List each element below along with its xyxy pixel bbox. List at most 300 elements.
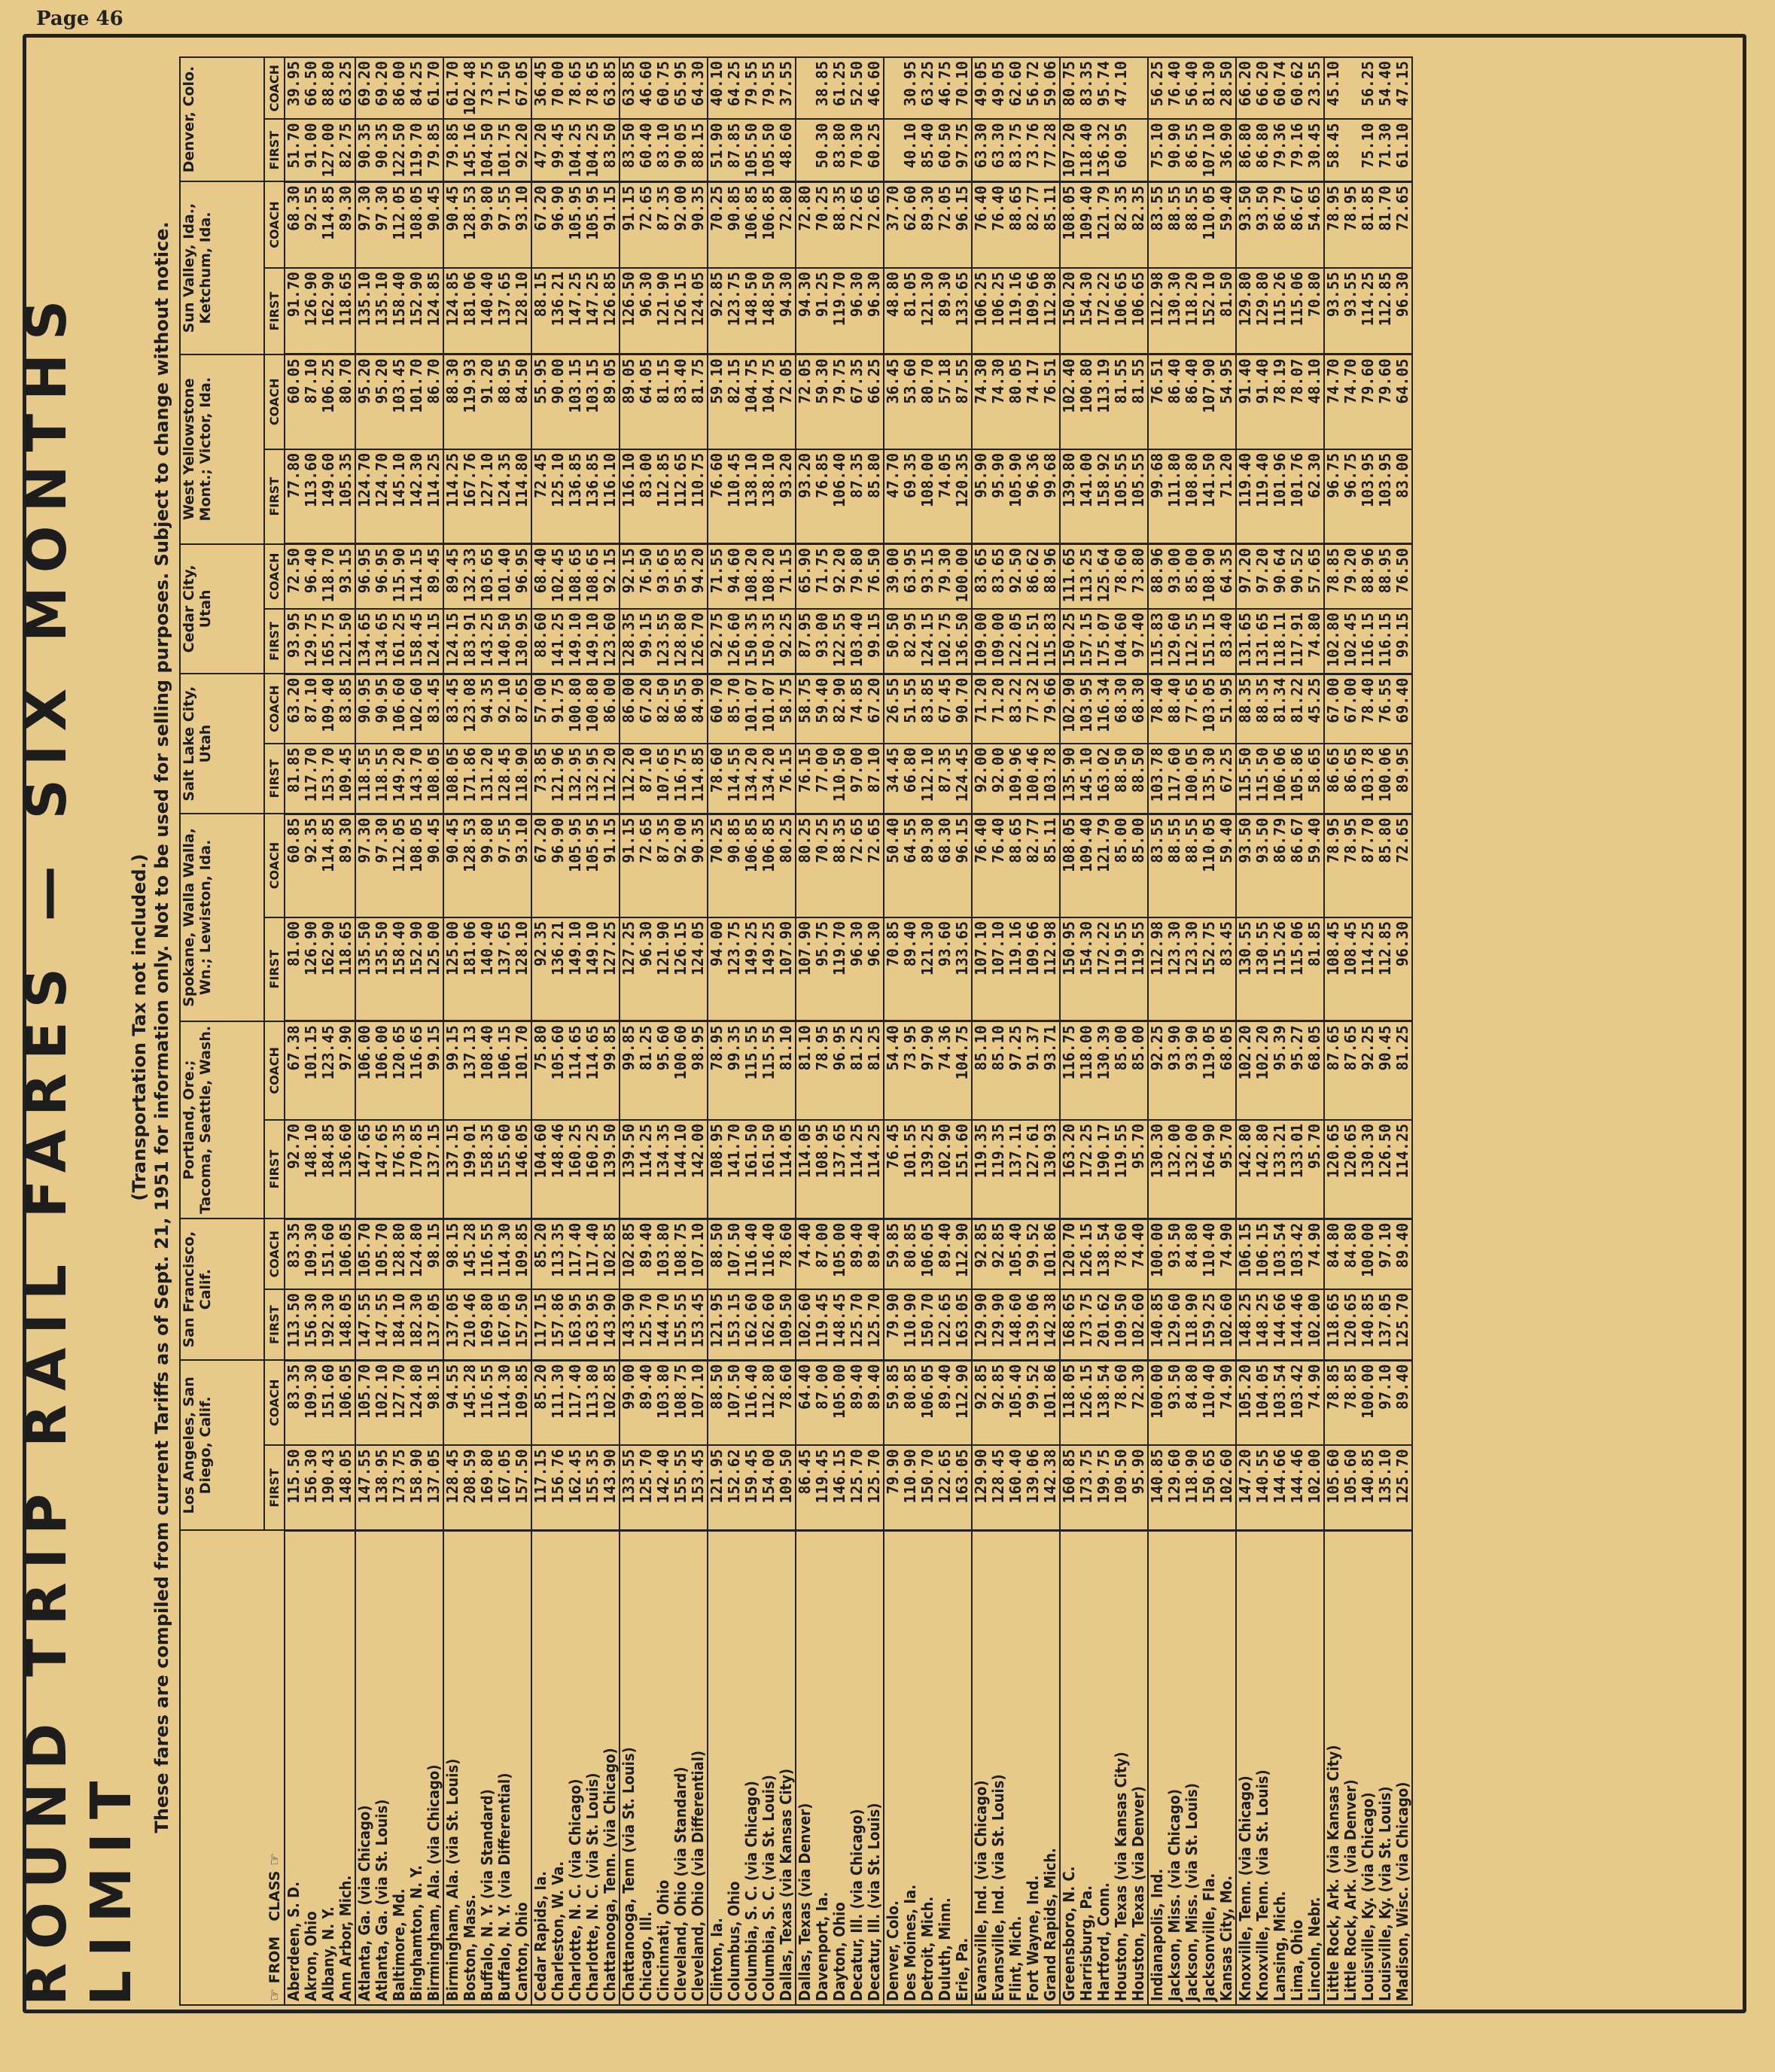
fare-value: 78.65 xyxy=(566,61,584,107)
coach-fare-cell xyxy=(1060,674,1148,744)
coach-fare-cell xyxy=(708,354,796,449)
coach-fare-cell xyxy=(443,181,531,268)
coach-fare-cell xyxy=(1236,1021,1324,1120)
fare-value: 94.60 xyxy=(725,548,743,594)
fare-value: 112.51 xyxy=(1024,612,1042,668)
fare-value: 136.21 xyxy=(549,272,567,327)
fare-value: 109.85 xyxy=(513,1222,531,1277)
fare-value: 102.45 xyxy=(549,548,567,603)
fare-value: 116.75 xyxy=(1060,1025,1078,1080)
coach-fare-cell xyxy=(620,1360,708,1445)
city-name: Fort Wayne, Ind. xyxy=(1024,1875,1042,2001)
coach-fare-cell xyxy=(972,674,1060,744)
fare-value: 92.00 xyxy=(671,817,690,863)
fare-value: 103.95 xyxy=(1376,452,1394,508)
fare-value: 107.10 xyxy=(689,1222,707,1277)
fare-value: 147.65 xyxy=(355,1123,373,1179)
fare-value: 60.05 xyxy=(285,358,303,404)
fare-value: 93.50 xyxy=(1236,185,1254,231)
fare-value: 146.15 xyxy=(830,1449,848,1504)
first-fare-cell xyxy=(972,268,1060,354)
fare-value: 142.38 xyxy=(1041,1449,1059,1504)
fare-value: 81.10 xyxy=(796,1025,814,1071)
fare-value: 85.00 xyxy=(1129,1025,1147,1071)
destination-header: Salt Lake City, Utah xyxy=(180,674,264,814)
fare-value: 112.98 xyxy=(1041,920,1059,976)
fare-value: 118.05 xyxy=(1060,1364,1078,1419)
fare-value: 138.95 xyxy=(373,1449,391,1504)
fare-value: 115.83 xyxy=(1148,612,1166,668)
fare-value: 126.85 xyxy=(601,272,619,327)
fare-value: 89.40 xyxy=(865,1222,883,1268)
fare-value: 119.70 xyxy=(407,123,425,178)
fare-value: 91.20 xyxy=(478,358,496,404)
fare-value: 80.70 xyxy=(918,358,936,404)
fare-value: 60.50 xyxy=(936,123,954,169)
first-fare-cell xyxy=(1148,1289,1236,1360)
fare-value: 87.65 xyxy=(1341,1025,1359,1071)
fare-value: 139.06 xyxy=(1024,1449,1042,1504)
fare-value: 83.40 xyxy=(671,358,690,404)
fare-value: 61.10 xyxy=(1393,123,1411,169)
city-name: Boston, Mass. xyxy=(461,1894,479,2001)
coach-fare-cell xyxy=(1236,814,1324,917)
city-list xyxy=(708,1531,796,2006)
fare-value: 114.30 xyxy=(495,1222,513,1277)
fare-value: 105.95 xyxy=(566,817,584,872)
fare-value: 97.00 xyxy=(848,747,866,793)
fare-value: 81.25 xyxy=(637,1025,655,1071)
fare-value: 89.40 xyxy=(936,1364,954,1410)
fare-value: 87.35 xyxy=(654,185,672,231)
first-fare-cell xyxy=(1236,119,1324,181)
fare-value: 67.00 xyxy=(1324,677,1342,723)
first-fare-cell xyxy=(1148,744,1236,814)
fare-value: 149.25 xyxy=(742,920,760,976)
fare-value: 148.50 xyxy=(760,272,778,327)
fare-value: 147.25 xyxy=(583,272,601,327)
fare-value: 102.40 xyxy=(1060,358,1078,413)
coach-fare-cell xyxy=(972,1021,1060,1120)
first-fare-cell xyxy=(355,1120,443,1219)
fare-group-row xyxy=(708,57,796,2005)
fare-value: 89.30 xyxy=(936,272,954,318)
fare-value: 78.60 xyxy=(1112,548,1130,594)
coach-class-header: COACH xyxy=(264,544,285,609)
fare-value: 105.40 xyxy=(1006,1222,1025,1277)
fare-value: 64.35 xyxy=(1217,548,1235,594)
fare-value: 105.20 xyxy=(1236,1364,1254,1419)
first-fare-cell xyxy=(1324,119,1412,181)
fare-value: 82.77 xyxy=(1024,185,1042,231)
fare-value xyxy=(796,123,814,177)
fare-value: 144.46 xyxy=(1288,1449,1306,1504)
coach-fare-cell xyxy=(531,1360,620,1445)
fare-group-row xyxy=(972,57,1060,2005)
fare-value: 75.80 xyxy=(531,1025,550,1071)
fare-value: 105.70 xyxy=(373,1222,391,1277)
fare-value: 145.28 xyxy=(461,1222,479,1277)
fare-value: 92.50 xyxy=(1006,548,1025,594)
coach-fare-cell xyxy=(531,1021,620,1120)
fare-value: 208.59 xyxy=(461,1449,479,1504)
fare-value: 79.90 xyxy=(884,1449,902,1495)
fare-value: 141.50 xyxy=(1200,452,1218,508)
fare-value: 120.65 xyxy=(1324,1123,1342,1179)
fare-value: 144.66 xyxy=(1271,1449,1289,1504)
coach-fare-cell xyxy=(1236,181,1324,268)
fare-value: 78.40 xyxy=(1359,677,1377,723)
destination-header: Denver, Colo. xyxy=(180,57,264,181)
fare-value: 163.02 xyxy=(1095,747,1113,802)
city-name: Jackson, Miss. (via St. Louis) xyxy=(1183,1783,1201,2001)
fare-value: 112.20 xyxy=(620,747,638,802)
fare-value: 163.05 xyxy=(953,1293,971,1348)
fare-value: 96.75 xyxy=(1324,452,1342,498)
coach-fare-cell xyxy=(972,544,1060,609)
fare-value: 36.90 xyxy=(1217,123,1235,169)
fare-value: 79.30 xyxy=(936,548,954,594)
fare-value: 82.35 xyxy=(1112,185,1130,231)
fare-value: 119.16 xyxy=(1006,920,1025,976)
city-list xyxy=(884,1531,972,2006)
first-class-header: FIRST xyxy=(264,744,285,814)
first-fare-cell xyxy=(1324,609,1412,674)
fare-value: 76.40 xyxy=(989,817,1007,863)
fare-value: 84.80 xyxy=(1183,1364,1201,1410)
fare-value: 119.55 xyxy=(1129,920,1147,976)
fare-value: 83.85 xyxy=(336,677,355,723)
first-fare-cell xyxy=(355,1289,443,1360)
city-name: Charlotte, N. C. (via Chicago) xyxy=(566,1778,584,2001)
fare-value: 125.64 xyxy=(1095,548,1113,603)
fare-value: 112.85 xyxy=(1376,920,1394,976)
fare-value: 90.70 xyxy=(953,677,971,723)
fare-value: 81.85 xyxy=(1305,920,1323,967)
fare-value: 80.75 xyxy=(1060,61,1078,107)
first-fare-cell xyxy=(796,119,884,181)
coach-fare-cell xyxy=(796,674,884,744)
fare-value: 51.90 xyxy=(708,123,726,169)
fare-value: 60.40 xyxy=(637,123,655,169)
fare-value: 109.96 xyxy=(1006,747,1025,802)
first-fare-cell xyxy=(796,609,884,674)
fare-value: 70.00 xyxy=(549,61,567,107)
fare-value: 149.10 xyxy=(566,612,584,668)
coach-fare-cell xyxy=(355,354,443,449)
fare-value: 127.00 xyxy=(319,123,337,178)
fare-value: 85.20 xyxy=(531,1364,550,1410)
fare-value: 156.76 xyxy=(549,1449,567,1504)
fare-value: 128.10 xyxy=(513,920,531,976)
fare-value: 78.95 xyxy=(1324,817,1342,863)
fare-value: 119.55 xyxy=(1112,920,1130,976)
fare-value: 144.70 xyxy=(654,1293,672,1348)
fare-value: 108.45 xyxy=(1341,920,1359,976)
fare-value: 95.39 xyxy=(1271,1025,1289,1071)
fare-value: 73.85 xyxy=(531,747,550,793)
fare-value: 89.40 xyxy=(865,1364,883,1410)
fare-value: 163.95 xyxy=(583,1293,601,1348)
fare-value: 96.40 xyxy=(302,548,320,594)
fare-value: 130.30 xyxy=(1165,272,1183,327)
fare-value: 93.00 xyxy=(1165,548,1183,594)
fare-value: 64.40 xyxy=(796,1364,814,1410)
fare-value: 128.80 xyxy=(671,612,690,668)
fare-value: 105.55 xyxy=(1112,452,1130,508)
fare-value: 124.05 xyxy=(689,272,707,327)
fare-value: 64.30 xyxy=(689,61,707,107)
fare-value: 109.50 xyxy=(1112,1449,1130,1504)
fare-value: 77.32 xyxy=(1024,677,1042,723)
fare-value: 110.90 xyxy=(901,1449,919,1504)
fare-value: 101.70 xyxy=(513,1025,531,1080)
fare-value: 113.19 xyxy=(1095,358,1113,413)
fare-value: 81.34 xyxy=(1271,677,1289,723)
fare-value: 113.35 xyxy=(549,1222,567,1277)
coach-fare-cell xyxy=(1236,1219,1324,1289)
fare-value: 120.65 xyxy=(1341,1123,1359,1179)
fare-value: 114.85 xyxy=(689,747,707,802)
fare-value: 123.08 xyxy=(461,677,479,732)
coach-class-header: COACH xyxy=(264,814,285,917)
first-fare-cell xyxy=(1236,1445,1324,1530)
fare-value: 81.50 xyxy=(1217,272,1235,318)
fare-value: 103.80 xyxy=(654,1222,672,1277)
fare-value: 108.45 xyxy=(1324,920,1342,976)
city-name: Kansas City, Mo. xyxy=(1217,1875,1235,2001)
first-fare-cell xyxy=(884,744,972,814)
fare-value: 114.25 xyxy=(1359,272,1377,327)
fare-value: 122.65 xyxy=(936,1293,954,1348)
fare-value: 128.10 xyxy=(513,272,531,327)
fare-value: 86.80 xyxy=(1253,123,1271,169)
coach-fare-cell xyxy=(796,57,884,119)
fare-value: 175.07 xyxy=(1095,612,1113,668)
fare-value: 92.85 xyxy=(972,1222,990,1268)
fare-value: 83.00 xyxy=(1393,452,1411,498)
fare-value: 116.40 xyxy=(742,1222,760,1277)
fare-value: 162.90 xyxy=(319,920,337,976)
fare-value: 83.35 xyxy=(285,1364,303,1410)
fare-value: 97.20 xyxy=(1236,548,1254,594)
fare-value: 182.30 xyxy=(407,1293,425,1348)
fare-value: 108.05 xyxy=(407,185,425,240)
fare-value: 126.90 xyxy=(302,920,320,976)
fare-value: 99.15 xyxy=(1393,612,1411,659)
fare-value: 70.30 xyxy=(848,123,866,169)
coach-fare-cell xyxy=(531,544,620,609)
fare-value: 91.15 xyxy=(601,185,619,231)
fare-value: 88.35 xyxy=(1253,677,1271,723)
destination-header: Spokane, Walla Walla, Wn.; Lewiston, Ida. xyxy=(180,814,264,1021)
fare-value: 145.28 xyxy=(461,1364,479,1419)
fare-value: 78.60 xyxy=(1112,1364,1130,1410)
fare-value: 74.90 xyxy=(1217,1364,1235,1410)
fare-value: 92.55 xyxy=(302,185,320,231)
fare-value: 97.25 xyxy=(1006,1025,1025,1071)
fare-value: 106.00 xyxy=(355,1025,373,1080)
fare-value: 150.65 xyxy=(1200,1449,1218,1504)
fare-value: 116.40 xyxy=(742,1364,760,1419)
fare-value: 173.75 xyxy=(1077,1449,1095,1504)
fare-value: 117.15 xyxy=(531,1293,550,1348)
fare-value: 102.45 xyxy=(1341,612,1359,668)
first-fare-cell xyxy=(884,1289,972,1360)
fare-value: 147.65 xyxy=(373,1123,391,1179)
fare-value: 157.50 xyxy=(513,1293,531,1348)
fare-value: 88.50 xyxy=(708,1364,726,1410)
fare-value: 115.90 xyxy=(390,548,408,603)
fare-value: 99.52 xyxy=(1024,1222,1042,1268)
fare-value: 45.25 xyxy=(1305,677,1323,723)
city-name: Buffalo, N. Y. (via Standard) xyxy=(478,1789,496,2001)
coach-fare-cell xyxy=(1060,354,1148,449)
fare-value: 125.70 xyxy=(637,1449,655,1504)
fare-value: 109.00 xyxy=(989,612,1007,668)
fare-value: 76.51 xyxy=(1041,358,1059,404)
fare-value: 126.15 xyxy=(671,272,690,327)
fare-value: 108.65 xyxy=(583,548,601,603)
fare-value: 151.60 xyxy=(319,1222,337,1277)
coach-fare-cell xyxy=(796,1219,884,1289)
fare-value: 98.15 xyxy=(425,1222,443,1268)
fare-value: 82.90 xyxy=(830,677,848,723)
fare-value: 26.55 xyxy=(884,677,902,723)
fare-value: 73.76 xyxy=(1024,123,1042,169)
fare-value: 100.00 xyxy=(1148,1222,1166,1277)
first-fare-cell xyxy=(1060,1445,1148,1530)
first-fare-cell xyxy=(285,609,355,674)
fare-value: 95.75 xyxy=(813,920,831,967)
fare-value: 82.77 xyxy=(1024,817,1042,863)
coach-fare-cell xyxy=(1324,181,1412,268)
page-number: Page 46 xyxy=(36,8,123,30)
coach-fare-cell xyxy=(1060,181,1148,268)
coach-fare-cell xyxy=(443,544,531,609)
fare-value: 127.25 xyxy=(601,920,619,976)
fare-value: 59.40 xyxy=(1217,817,1235,863)
fare-value: 68.40 xyxy=(531,548,550,594)
fare-value: 81.15 xyxy=(654,358,672,404)
fare-value: 134.65 xyxy=(373,612,391,668)
coach-fare-cell xyxy=(355,1021,443,1120)
fare-value: 77.28 xyxy=(1041,123,1059,169)
fare-value: 83.50 xyxy=(601,123,619,169)
fare-value: 119.40 xyxy=(1236,452,1254,508)
fare-value: 34.45 xyxy=(884,747,902,793)
fare-value: 60.62 xyxy=(1288,61,1306,107)
fare-value: 74.70 xyxy=(1341,358,1359,404)
city-name: Canton, Ohio xyxy=(513,1902,531,2001)
fare-value: 122.05 xyxy=(1006,612,1025,668)
fare-value: 59.40 xyxy=(813,677,831,723)
fare-value: 88.35 xyxy=(1236,677,1254,723)
fare-value: 69.35 xyxy=(901,452,919,498)
fare-value: 83.55 xyxy=(1148,185,1166,231)
fare-value: 62.60 xyxy=(901,185,919,231)
city-list xyxy=(443,1531,531,2006)
fare-value: 114.05 xyxy=(777,1123,795,1179)
fare-value: 108.40 xyxy=(478,1025,496,1080)
fare-value: 79.36 xyxy=(1271,123,1289,169)
fare-value: 88.80 xyxy=(319,61,337,107)
fare-value: 120.65 xyxy=(1341,1293,1359,1348)
coach-fare-cell xyxy=(1236,354,1324,449)
fare-value: 97.30 xyxy=(355,817,373,863)
destination-header: Los Angeles, San Diego, Calif. xyxy=(180,1360,264,1530)
first-fare-cell xyxy=(1236,917,1324,1021)
fare-value: 71.50 xyxy=(495,61,513,107)
fare-value: 116.34 xyxy=(1095,677,1113,732)
fare-value: 150.20 xyxy=(1060,272,1078,327)
fare-value: 108.90 xyxy=(1200,548,1218,603)
fare-value: 118.90 xyxy=(513,747,531,802)
fare-value: 112.98 xyxy=(1148,920,1166,976)
fare-value: 86.00 xyxy=(390,61,408,107)
fare-value: 89.30 xyxy=(918,817,936,863)
first-fare-cell xyxy=(285,268,355,354)
fare-value: 100.06 xyxy=(1376,747,1394,802)
fare-value: 103.78 xyxy=(1148,747,1166,802)
fare-value: 88.40 xyxy=(1165,677,1183,723)
fare-value: 148.45 xyxy=(830,1293,848,1348)
fare-value: 105.95 xyxy=(583,185,601,240)
fare-value: 138.54 xyxy=(1095,1222,1113,1277)
fare-value: 103.78 xyxy=(1041,747,1059,802)
first-fare-cell xyxy=(1324,744,1412,814)
first-fare-cell xyxy=(355,119,443,181)
fare-value: 88.95 xyxy=(495,358,513,404)
fare-value: 107.20 xyxy=(1060,123,1078,178)
first-fare-cell xyxy=(796,1289,884,1360)
fare-value: 150.70 xyxy=(918,1293,936,1348)
coach-class-header: COACH xyxy=(264,181,285,268)
fare-value: 101.70 xyxy=(407,358,425,413)
fare-value: 114.05 xyxy=(796,1123,814,1179)
fare-value: 93.50 xyxy=(1165,1364,1183,1410)
fare-value: 83.75 xyxy=(1006,123,1025,169)
fare-value: 121.96 xyxy=(549,747,567,802)
fare-value: 97.30 xyxy=(373,185,391,231)
fare-value: 104.60 xyxy=(1112,612,1130,668)
fare-value: 124.45 xyxy=(953,747,971,802)
city-name: Decatur, Ill. (via Chicago) xyxy=(848,1809,866,2001)
city-name: Lincoln, Nebr. xyxy=(1305,1897,1323,2001)
coach-fare-cell xyxy=(708,674,796,744)
fare-value: 152.90 xyxy=(407,920,425,976)
fare-value: 109.40 xyxy=(1077,817,1095,872)
coach-class-header: COACH xyxy=(264,1360,285,1445)
fare-value: 93.15 xyxy=(336,548,355,594)
fare-value: 155.60 xyxy=(495,1123,513,1179)
first-fare-cell xyxy=(1324,1445,1412,1530)
coach-fare-cell xyxy=(884,181,972,268)
fare-value: 162.45 xyxy=(566,1449,584,1504)
fare-value: 76.50 xyxy=(865,548,883,594)
fare-value: 140.40 xyxy=(478,920,496,976)
fare-value: 119.35 xyxy=(972,1123,990,1179)
city-name: Harrisburg, Pa. xyxy=(1077,1885,1095,2001)
city-name: Evansville, Ind. (via Chicago) xyxy=(972,1780,990,2001)
fare-value: 83.50 xyxy=(620,123,638,169)
fare-value: 142.80 xyxy=(1253,1123,1271,1179)
fare-value: 76.40 xyxy=(989,185,1007,231)
fare-value: 79.75 xyxy=(830,358,848,404)
fare-value: 89.40 xyxy=(637,1222,655,1268)
coach-fare-cell xyxy=(285,57,355,119)
city-name: Flint, Mich. xyxy=(1006,1915,1025,2001)
